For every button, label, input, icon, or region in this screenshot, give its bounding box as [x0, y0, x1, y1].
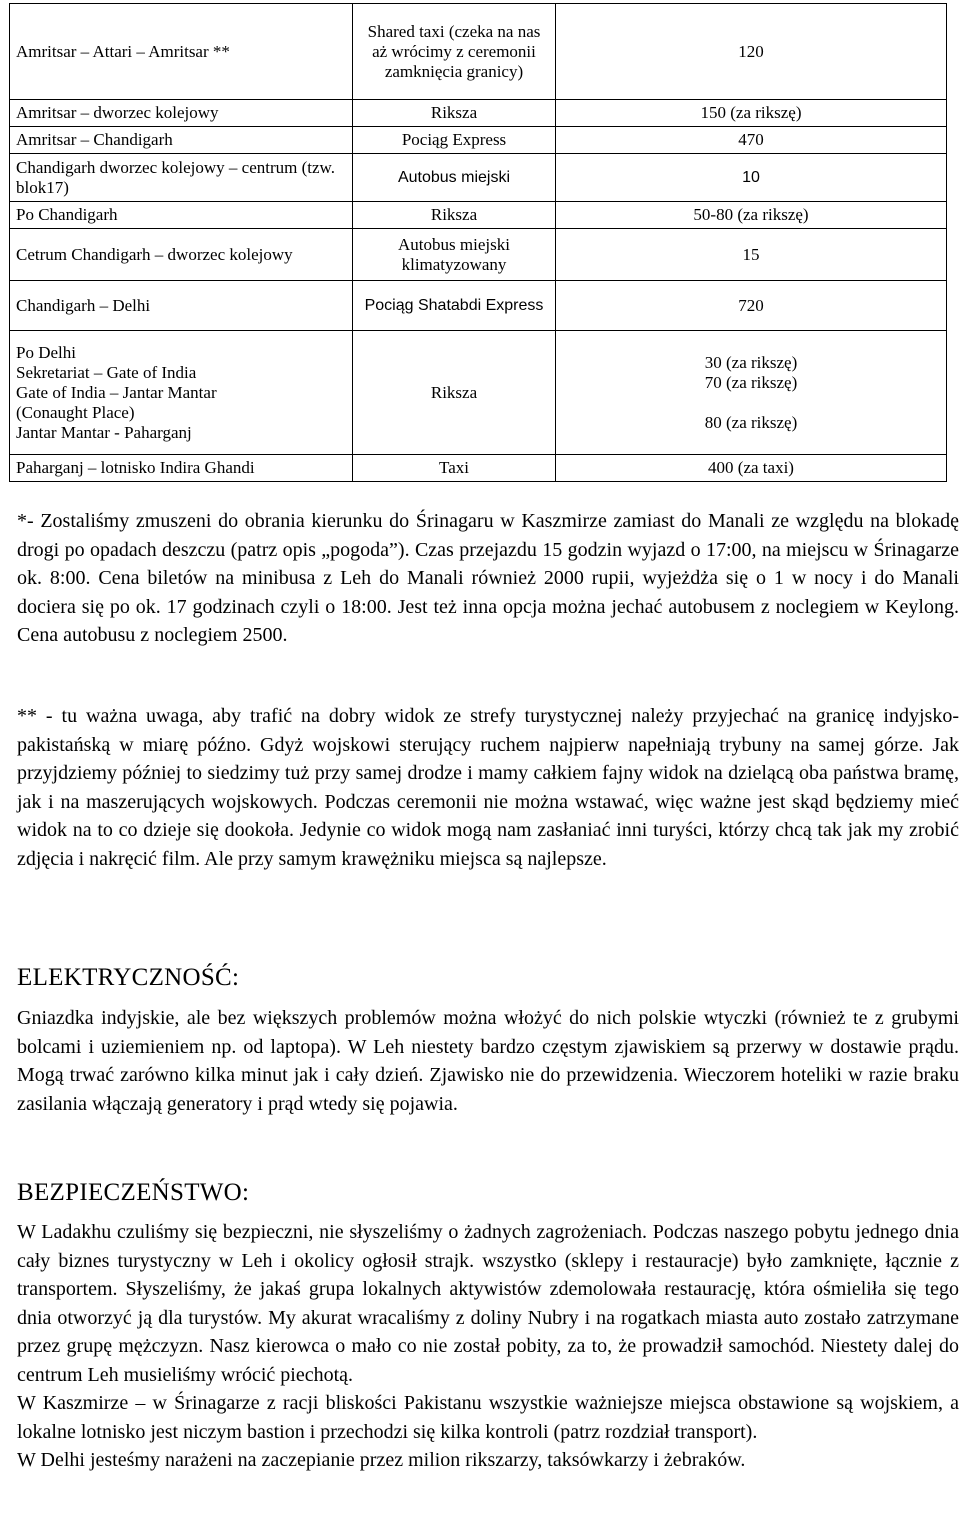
safety-section: [17, 1218, 959, 1475]
route-line: (Conaught Place): [16, 402, 135, 422]
mode-cell: Pociąg Express: [353, 127, 556, 154]
route-cell: Paharganj – lotnisko Indira Ghandi: [10, 455, 353, 482]
mode-cell: Riksza: [353, 331, 556, 455]
table-row: [10, 202, 947, 229]
price-cell: 470: [556, 127, 947, 154]
mode-cell: Riksza: [353, 100, 556, 127]
note-rerouting: [17, 507, 959, 650]
price-cell: 150 (za rikszę): [556, 100, 947, 127]
route-line: Sekretariat – Gate of India: [16, 362, 197, 382]
price-line: 80 (za rikszę): [704, 412, 798, 432]
table-row: [10, 4, 947, 100]
note-border-ceremony: [17, 702, 959, 873]
route-cell: [10, 331, 353, 455]
price-line: 30 (za rikszę): [704, 352, 798, 372]
route-line: Po Delhi: [16, 342, 76, 362]
electricity-section: [17, 1004, 959, 1118]
route-line: Jantar Mantar - Paharganj: [16, 422, 192, 442]
table-row: [10, 100, 947, 127]
table-row: [10, 154, 947, 202]
price-line: 70 (za rikszę): [704, 372, 798, 392]
table-row: [10, 127, 947, 154]
paragraph: *- Zostaliśmy zmuszeni do obrania kierunku do Śrinagaru w Kaszmirze zamiast do Manali ze względu na blokadę drogi po opadach deszczu (patrz opis „pogoda”). Czas przejazdu 15 godzin wyjazd o 17:00, na miejscu w Śrinagarze ok. 8:00. Cena biletów na minibusa z Leh do Manali również 2000 rupii, wyjeżdża się o 1 w nocy i do Manali dociera się po ok. 17 godzinach czyli o 18:00. Jest też inna opcja można jechać autobusem z noclegiem w Keylong. Cena autobusu z noclegiem 2500.: [17, 510, 959, 646]
route-cell: Chandigarh dworzec kolejowy – centrum (tzw. blok17): [10, 154, 353, 202]
price-cell: 10: [556, 154, 947, 202]
mode-cell: Taxi: [353, 455, 556, 482]
paragraph: W Kaszmirze – w Śrinagarze z racji bliskości Pakistanu wszystkie ważniejsze miejsca obstawione są wojskiem, a lokalne lotnisko jest niczym bastion i przechodzi się kilka kontroli (patrz rozdział transport).: [17, 1392, 959, 1443]
paragraph: W Ladakhu czuliśmy się bezpieczni, nie słyszeliśmy o żadnych zagrożeniach. Podczas naszego pobytu jednego dnia cały biznes turystyczny w Leh i okolicy ogłosił strajk. wszystko (sklepy i restauracje) było zamknięte, łącznie z transportem. Słyszeliśmy, że jakaś grupa lokalnych aktywistów zdemolowała restaurację, która ośmieliła się tego dnia otworzyć ją dla turystów. My akurat wracaliśmy z doliny Nubry i na rogatkach miasta auto zostało zatrzymane przez grupę mężczyzn. Nasz kierowca o mało co nie został pobity, za to, że prowadził samochód. Niestety dalej do centrum Leh musieliśmy wrócić piechotą.: [17, 1221, 959, 1386]
section-heading-electricity: ELEKTRYCZNOŚĆ:: [17, 964, 240, 991]
transport-table: [9, 3, 947, 482]
mode-cell: Riksza: [353, 202, 556, 229]
table-row: [10, 281, 947, 331]
paragraph: W Delhi jesteśmy narażeni na zaczepianie przez milion rikszarzy, taksówkarzy i żebraków.: [17, 1449, 746, 1471]
spacer: [562, 393, 940, 413]
paragraph: ** - tu ważna uwaga, aby trafić na dobry widok ze strefy turystycznej należy przyjechać na granicę indyjsko-pakistańską w miarę późno. Gdyż wojskowi sterujący ruchem najpierw napełniają trybuny na samej górze. Jak przyjdziemy później to siedzimy tuż przy samej drodze i mamy całkiem fajny widok na dzielącą oba państwa bramę, jak i na maszerujących wojskowych. Podczas ceremonii nie można wstawać, więc ważne jest skąd będziemy mieć widok na to co dzieje się dookoła. Jedynie co widok mogą nam zasłaniać inni turyści, którzy chcą tak jak my zrobić zdjęcia i nakręcić film. Ale przy samym krawężniku miejsca są najlepsze.: [17, 705, 959, 870]
mode-cell: Autobus miejski klimatyzowany: [353, 229, 556, 281]
route-line: Gate of India – Jantar Mantar: [16, 382, 217, 402]
route-cell: Amritsar – Chandigarh: [10, 127, 353, 154]
section-heading-safety: BEZPIECZEŃSTWO:: [17, 1179, 250, 1206]
table-row: [10, 331, 947, 455]
price-cell: 400 (za taxi): [556, 455, 947, 482]
price-cell: 50-80 (za rikszę): [556, 202, 947, 229]
route-cell: Po Chandigarh: [10, 202, 353, 229]
price-cell: [556, 331, 947, 455]
mode-cell: Shared taxi (czeka na nas aż wrócimy z ceremonii zamknięcia granicy): [353, 4, 556, 100]
price-cell: 120: [556, 4, 947, 100]
route-cell: Amritsar – dworzec kolejowy: [10, 100, 353, 127]
route-cell: Amritsar – Attari – Amritsar **: [10, 4, 353, 100]
price-cell: 15: [556, 229, 947, 281]
table-row: [10, 229, 947, 281]
mode-cell: Pociąg Shatabdi Express: [353, 281, 556, 331]
table-row: [10, 455, 947, 482]
route-cell: Cetrum Chandigarh – dworzec kolejowy: [10, 229, 353, 281]
route-cell: Chandigarh – Delhi: [10, 281, 353, 331]
mode-cell: Autobus miejski: [353, 154, 556, 202]
price-cell: 720: [556, 281, 947, 331]
paragraph: Gniazdka indyjskie, ale bez większych problemów można włożyć do nich polskie wtyczki (również te z grubymi bolcami i uziemieniem np. od laptopa). W Leh niestety bardzo częstym zjawiskiem są przerwy w dostawie prądu. Mogą trwać zarówno kilka minut jak i cały dzień. Zjawisko nie do przewidzenia. Wieczorem hoteliki w razie braku zasilania włączają generatory i prąd wtedy się pojawia.: [17, 1007, 959, 1115]
